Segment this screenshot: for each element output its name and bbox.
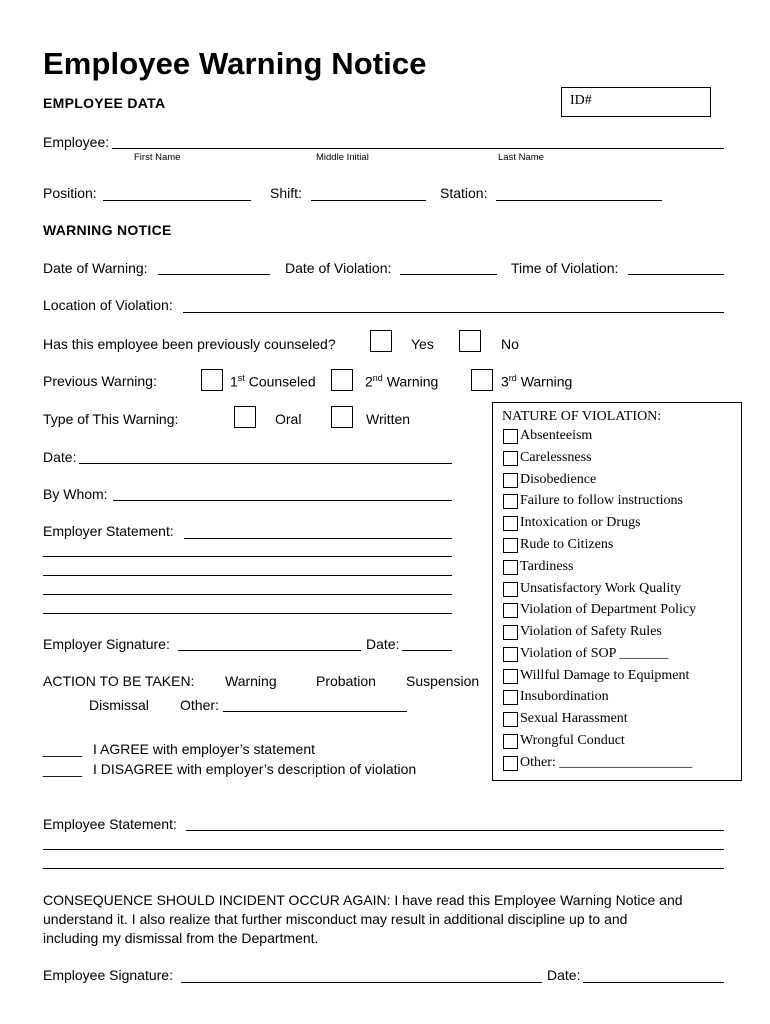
checkbox-icon[interactable] xyxy=(503,669,518,684)
employee-signature-label: Employee Signature: xyxy=(43,967,173,983)
employer-statement-line-2[interactable] xyxy=(43,556,452,557)
employer-statement-line-3[interactable] xyxy=(43,575,452,576)
oral-checkbox[interactable] xyxy=(234,406,256,428)
employee-name-field[interactable] xyxy=(112,148,724,149)
station-field[interactable] xyxy=(496,200,662,201)
employer-signature-label: Employer Signature: xyxy=(43,636,170,652)
checkbox-icon[interactable] xyxy=(503,734,518,749)
checkbox-icon[interactable] xyxy=(503,429,518,444)
employer-statement-line-4[interactable] xyxy=(43,594,452,595)
last-name-caption: Last Name xyxy=(498,152,544,163)
checkbox-icon[interactable] xyxy=(503,603,518,618)
employee-statement-line-3[interactable] xyxy=(43,868,724,869)
employee-statement-label: Employee Statement: xyxy=(43,816,177,832)
written-checkbox[interactable] xyxy=(331,406,353,428)
checkbox-icon[interactable] xyxy=(503,690,518,705)
date-of-warning-label: Date of Warning: xyxy=(43,260,148,276)
action-label: ACTION TO BE TAKEN: xyxy=(43,673,195,689)
disagree-blank[interactable]: _____ xyxy=(43,761,82,777)
employee-statement-line-2[interactable] xyxy=(43,849,724,850)
consequence-line-1: CONSEQUENCE SHOULD INCIDENT OCCUR AGAIN: I have read this Employee Warning Notice and xyxy=(43,892,683,908)
third-warning-label: 3rd Warning xyxy=(501,373,573,390)
previous-warning-label: Previous Warning: xyxy=(43,373,157,389)
checkbox-icon[interactable] xyxy=(503,494,518,509)
disagree-label: I DISAGREE with employer’s description of violation xyxy=(93,761,417,777)
date-label: Date: xyxy=(43,449,77,465)
checkbox-icon[interactable] xyxy=(503,625,518,640)
action-dismissal-option[interactable]: Dismissal xyxy=(89,697,149,713)
action-suspension-option[interactable]: Suspension xyxy=(406,673,480,689)
agree-blank[interactable]: _____ xyxy=(43,741,82,757)
first-counseled-label: 1st Counseled xyxy=(230,373,316,390)
employee-signature-date-field[interactable] xyxy=(583,982,724,983)
id-label: ID# xyxy=(570,93,592,108)
type-of-warning-label: Type of This Warning: xyxy=(43,411,179,427)
checkbox-icon[interactable] xyxy=(503,712,518,727)
consequence-line-3: including my dismissal from the Department. xyxy=(43,930,319,946)
employer-signature-date-field[interactable] xyxy=(402,650,452,651)
consequence-line-2: understand it. I also realize that further misconduct may result in additional discipline up to and xyxy=(43,911,628,927)
date-of-violation-label: Date of Violation: xyxy=(285,260,392,276)
checkbox-icon[interactable] xyxy=(503,473,518,488)
position-label: Position: xyxy=(43,185,97,201)
checkbox-icon[interactable] xyxy=(503,451,518,466)
station-label: Station: xyxy=(440,185,488,201)
shift-label: Shift: xyxy=(270,185,302,201)
counseled-question: Has this employee been previously counseled? xyxy=(43,336,336,352)
location-label: Location of Violation: xyxy=(43,297,173,313)
employer-statement-label: Employer Statement: xyxy=(43,523,174,539)
checkbox-icon[interactable] xyxy=(503,560,518,575)
nature-of-violation-title: NATURE OF VIOLATION: xyxy=(502,409,662,424)
checkbox-icon[interactable] xyxy=(503,756,518,771)
action-probation-option[interactable]: Probation xyxy=(316,673,376,689)
oral-label: Oral xyxy=(275,411,302,427)
time-of-violation-label: Time of Violation: xyxy=(511,260,619,276)
first-name-caption: First Name xyxy=(134,152,181,163)
position-field[interactable] xyxy=(103,200,251,201)
date-of-violation-field[interactable] xyxy=(400,274,497,275)
employer-signature-field[interactable] xyxy=(178,650,361,651)
employee-signature-field[interactable] xyxy=(181,982,542,983)
counseled-yes-label: Yes xyxy=(411,336,434,352)
location-field[interactable] xyxy=(183,312,724,313)
third-warning-checkbox[interactable] xyxy=(471,369,493,391)
time-of-violation-field[interactable] xyxy=(628,274,724,275)
employer-signature-date-label: Date: xyxy=(366,636,400,652)
by-whom-field[interactable] xyxy=(113,500,452,501)
second-warning-label: 2nd Warning xyxy=(365,373,439,390)
checkbox-icon[interactable] xyxy=(503,516,518,531)
action-other-field[interactable] xyxy=(223,711,407,712)
date-field[interactable] xyxy=(79,463,452,464)
employer-statement-line-5[interactable] xyxy=(43,613,452,614)
by-whom-label: By Whom: xyxy=(43,486,108,502)
employee-signature-date-label: Date: xyxy=(547,967,581,983)
first-counseled-checkbox[interactable] xyxy=(201,369,223,391)
shift-field[interactable] xyxy=(311,200,426,201)
action-other-label: Other: xyxy=(180,697,219,713)
agree-label: I AGREE with employer’s statement xyxy=(93,741,316,757)
action-warning-option[interactable]: Warning xyxy=(225,673,277,689)
checkbox-icon[interactable] xyxy=(503,582,518,597)
checkbox-icon[interactable] xyxy=(503,538,518,553)
employee-statement-line-1[interactable] xyxy=(186,830,724,831)
checkbox-icon[interactable] xyxy=(503,647,518,662)
second-warning-checkbox[interactable] xyxy=(331,369,353,391)
section-warning-notice: WARNING NOTICE xyxy=(43,222,172,238)
page-title: Employee Warning Notice xyxy=(43,46,427,81)
employer-statement-line-1[interactable] xyxy=(184,538,452,539)
written-label: Written xyxy=(366,411,411,427)
counseled-yes-checkbox[interactable] xyxy=(370,330,392,352)
id-field[interactable] xyxy=(561,87,711,117)
section-employee-data: EMPLOYEE DATA xyxy=(43,95,166,111)
employee-label: Employee: xyxy=(43,134,110,150)
middle-initial-caption: Middle Initial xyxy=(316,152,369,163)
counseled-no-checkbox[interactable] xyxy=(459,330,481,352)
date-of-warning-field[interactable] xyxy=(158,274,270,275)
nature-of-violation-box: NATURE OF VIOLATION: Absenteeism Carelessness Disobedience Failure to follow instructions Intoxication or Drugs Rude to Citizens Tardiness Unsatisfactory Work Quality Violation of Department Policy Violation of Safety Rules Violation of SOP _______ Willful Damage to Equipment Insubordination Sexual Harassment Wrongful Conduct Other: ___________________ xyxy=(492,402,742,781)
counseled-no-label: No xyxy=(501,336,519,352)
